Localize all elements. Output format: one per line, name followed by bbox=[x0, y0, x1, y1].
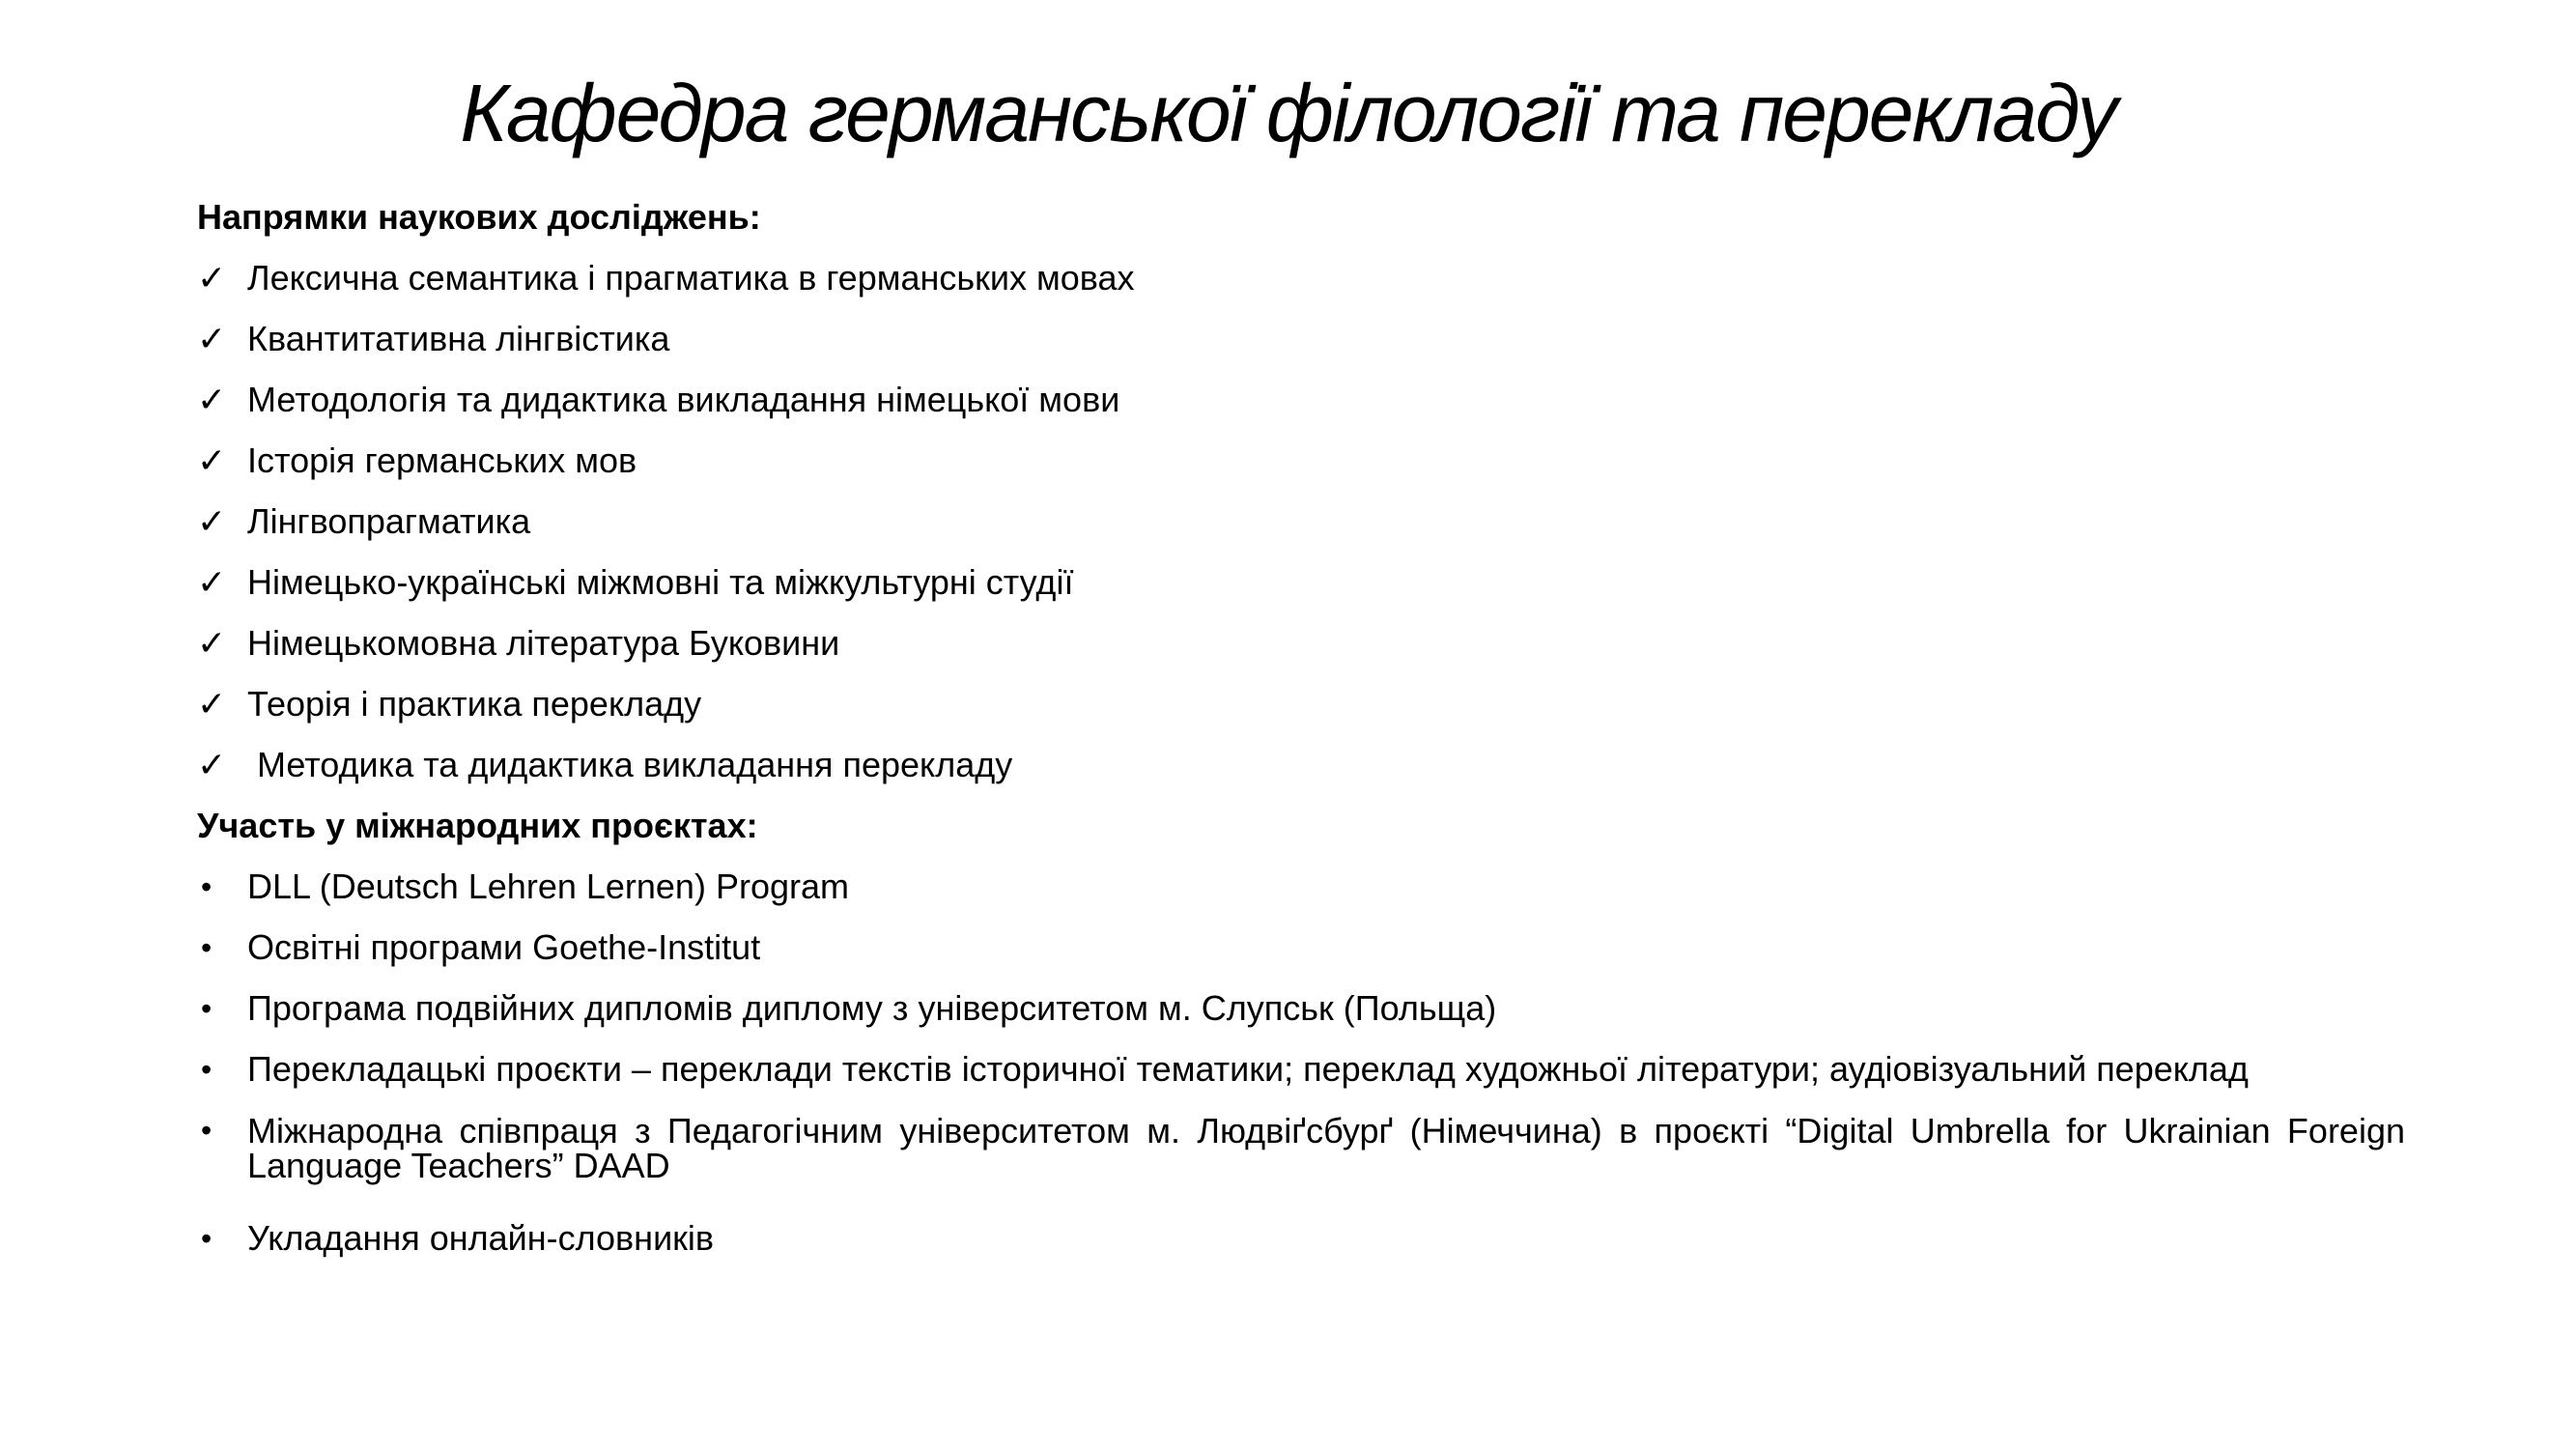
research-item-text: Методика та дидактика викладання перекладу bbox=[257, 745, 1013, 784]
slide-content bbox=[197, 193, 2405, 1275]
project-item bbox=[197, 1045, 2405, 1106]
research-item bbox=[197, 680, 2405, 741]
bullet-icon: • bbox=[201, 1052, 212, 1087]
project-item-text: Міжнародна співпраця з Педагогічним університетом м. Людвіґсбурґ (Німеччина) в проєкті “Digital Umbrella for Ukrainian Foreign Language Teachers” DAAD bbox=[247, 1111, 2405, 1185]
research-item-text: Лінгвопрагматика bbox=[247, 501, 531, 541]
bullet-icon: • bbox=[201, 991, 212, 1026]
bullet-icon: • bbox=[201, 930, 212, 965]
research-item bbox=[197, 497, 2405, 558]
project-item bbox=[197, 863, 2405, 923]
checkmark-icon: ✓ bbox=[197, 562, 227, 602]
checkmark-icon: ✓ bbox=[197, 319, 227, 358]
research-item bbox=[197, 315, 2405, 376]
project-item-text: Освітні програми Goethe-Institut bbox=[247, 927, 761, 967]
research-item bbox=[197, 437, 2405, 497]
research-item bbox=[197, 376, 2405, 437]
checkmark-icon: ✓ bbox=[197, 440, 227, 480]
research-item-text: Теорія і практика перекладу bbox=[247, 684, 702, 724]
research-item-text: Лексична семантика і прагматика в германських мовах bbox=[247, 258, 1135, 298]
slide-title: Кафедра германської філології та перекладу bbox=[460, 68, 2116, 158]
research-item-text: Квантитативна лінгвістика bbox=[247, 319, 670, 358]
checkmark-icon: ✓ bbox=[197, 745, 227, 784]
research-heading: Напрямки наукових досліджень: bbox=[197, 197, 761, 237]
projects-heading: Участь у міжнародних проєктах: bbox=[197, 806, 758, 845]
project-item-text: Укладання онлайн-словників bbox=[247, 1218, 715, 1258]
research-item bbox=[197, 619, 2405, 680]
bullet-icon: • bbox=[201, 1221, 212, 1256]
project-item bbox=[197, 923, 2405, 984]
bullet-icon: • bbox=[201, 869, 212, 904]
research-item-text: Німецькомовна література Буковини bbox=[247, 623, 840, 663]
checkmark-icon: ✓ bbox=[197, 258, 227, 298]
project-item bbox=[197, 1214, 2405, 1275]
project-item-text: DLL (Deutsch Lehren Lernen) Program bbox=[247, 867, 849, 906]
project-item bbox=[197, 1106, 2405, 1214]
checkmark-icon: ✓ bbox=[197, 623, 227, 663]
checkmark-icon: ✓ bbox=[197, 684, 227, 724]
research-item-text: Історія германських мов bbox=[247, 440, 637, 480]
research-item bbox=[197, 254, 2405, 315]
project-item-text: Програма подвійних дипломів диплому з університетом м. Слупськ (Польща) bbox=[247, 988, 1497, 1028]
research-item-text: Німецько-українські міжмовні та міжкультурні студії bbox=[247, 562, 1074, 602]
research-item bbox=[197, 741, 2405, 802]
checkmark-icon: ✓ bbox=[197, 380, 227, 419]
research-item-text: Методологія та дидактика викладання німецької мови bbox=[247, 380, 1120, 419]
checkmark-icon: ✓ bbox=[197, 501, 227, 541]
research-item bbox=[197, 558, 2405, 619]
project-item-text: Перекладацькі проєкти – переклади текстів історичної тематики; переклад художньої літератури; аудіовізуальний переклад bbox=[247, 1049, 2249, 1089]
project-item bbox=[197, 984, 2405, 1045]
bullet-icon: • bbox=[201, 1113, 212, 1148]
